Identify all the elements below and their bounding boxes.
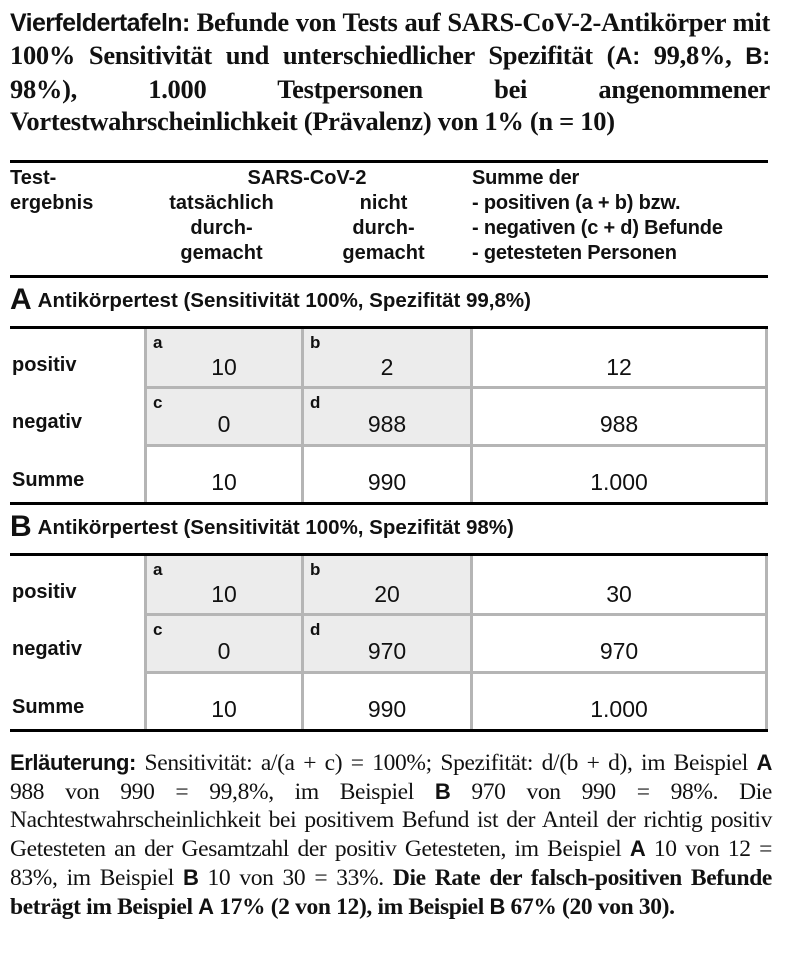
header-line: durch- [190,217,253,239]
example-label-b: B [489,893,506,919]
header-line: tatsächlich [169,192,274,214]
cell-sum-infected [144,444,301,502]
header-bottom-rule [10,275,768,278]
explanation-emphasis: 67% (20 von 30). [505,893,675,920]
cell-value: 20 [374,581,400,607]
cell-letter: a [153,560,163,579]
explanation-lead: Erläuterung: [10,750,136,775]
example-label-a: A [629,836,646,862]
header-line: gemacht [180,242,263,264]
table-row-negativ [10,386,768,444]
cell-letter: b [310,560,321,579]
header-test-result [10,166,140,216]
section-b-title [10,510,768,550]
cell-value: 10 [211,354,237,380]
title-label-b: B: [745,43,770,70]
explanation-text: 970 von 990 = 98%. Die Nachtestwahrscheinlichkeit bei positivem Befund ist der Anteil der richtig positiv Getesteten an der Gesamtzahl der positiv Getesteten, im Beispiel [10,778,772,863]
cell-sum-total [470,671,768,729]
table-row-positiv [10,329,768,387]
cell-value: 990 [367,696,407,722]
cell-d [301,386,470,444]
row-label: positiv [12,354,77,376]
cell-sum [470,613,768,671]
cell-value: 0 [217,638,231,664]
figure-title [10,6,770,137]
cell-value: 0 [217,411,231,437]
cell-value: 988 [599,411,639,437]
explanation-text: Sensitivität: a/(a + c) = 100%; Spezifität: d/(b + d), im Beispiel [136,750,757,776]
header-line: - negativen (c + d) Befunde [472,217,723,239]
explanation-emphasis: Die Rate der falsch-positiven Befunde beträgt im Beispiel [10,864,773,920]
section-b-table [10,556,768,729]
row-label: negativ [12,411,83,433]
cell-value: 1.000 [590,469,648,495]
cell-sum-infected [144,671,301,729]
title-text: 98%), 1.000 Testpersonen bei angenommener Vortestwahrscheinlichkeit (Prävalenz) von 1% (n = 10) [10,74,770,136]
cell-letter: a [153,333,163,352]
cell-value: 970 [367,638,407,664]
explanation-text: 10 von 30 = 33%. [198,864,393,891]
table-row-summe [10,671,768,729]
title-text: Befunde von Tests auf SARS-CoV-2-Antikörper mit 100% Sensitivität und unterschiedlicher Spezifität ( [10,7,770,70]
explanation-text: 988 von 990 = 99,8%, im Beispiel [10,778,435,805]
header-line: - positiven (a + b) bzw. [472,192,681,214]
section-a-bottom-rule [10,502,768,505]
cell-value: 2 [380,354,394,380]
header-not-infected [301,191,466,266]
cell-c [144,386,301,444]
cell-letter: c [153,620,163,639]
cell-value: 10 [211,581,237,607]
table-row-negativ [10,613,768,671]
example-label-b: B [434,778,451,804]
cell-c [144,613,301,671]
row-label: Summe [12,469,85,491]
cell-letter: b [310,333,321,352]
cell-value: 1.000 [590,696,648,722]
cell-a [144,556,301,614]
explanation-emphasis: 17% (2 von 12), im Beispiel [213,893,490,920]
header-line: gemacht [342,242,425,264]
header-line: nicht [359,192,408,214]
example-label-b: B [182,864,199,890]
example-label-a: A [198,893,214,919]
row-label: positiv [12,581,77,603]
cell-value: 30 [606,581,632,607]
section-letter: B [10,510,32,543]
cell-sum [470,556,768,614]
cell-sum [470,329,768,387]
row-label: negativ [12,638,83,660]
header-line: durch- [352,217,415,239]
header-line: Test- [10,167,57,189]
cell-letter: c [153,393,163,412]
cell-value: 10 [211,696,237,722]
cell-d [301,613,470,671]
cell-value: 990 [367,469,407,495]
cell-value: 12 [606,354,632,380]
cell-sum-not-infected [301,444,470,502]
section-title-text: Antikörpertest (Sensitivität 100%, Spezifität 99,8%) [37,289,531,312]
row-label: Summe [12,696,85,718]
table-row-positiv [10,556,768,614]
header-line: - getesteten Personen [472,242,677,264]
table-row-summe [10,444,768,502]
cell-sum-not-infected [301,671,470,729]
cell-sum [470,386,768,444]
top-rule [10,160,768,163]
cell-value: 970 [599,638,639,664]
explanation-text: 10 von 12 = 83%, im Beispiel [10,836,772,891]
cell-letter: d [310,620,321,639]
header-group-sars: SARS-CoV-2 [247,167,367,189]
section-a-title [10,283,768,323]
example-label-a: A [756,750,772,775]
header-line: ergebnis [10,192,94,214]
table-header [10,166,768,274]
cell-b [301,556,470,614]
title-text: 99,8%, [639,40,746,70]
cell-letter: d [310,393,321,412]
title-lead: Vierfeldertafeln: [10,9,190,37]
explanation-paragraph [10,749,772,921]
title-label-a: A: [615,43,640,70]
cell-sum-total [470,444,768,502]
header-sum [472,166,772,266]
cell-value: 10 [211,469,237,495]
cell-value: 988 [367,411,407,437]
header-infected [144,191,299,266]
section-letter: A [10,283,32,316]
cell-a [144,329,301,387]
cell-b [301,329,470,387]
section-a-table [10,329,768,502]
header-line: Summe der [472,167,580,189]
section-title-text: Antikörpertest (Sensitivität 100%, Spezifität 98%) [37,516,514,539]
section-b-bottom-rule [10,729,768,732]
